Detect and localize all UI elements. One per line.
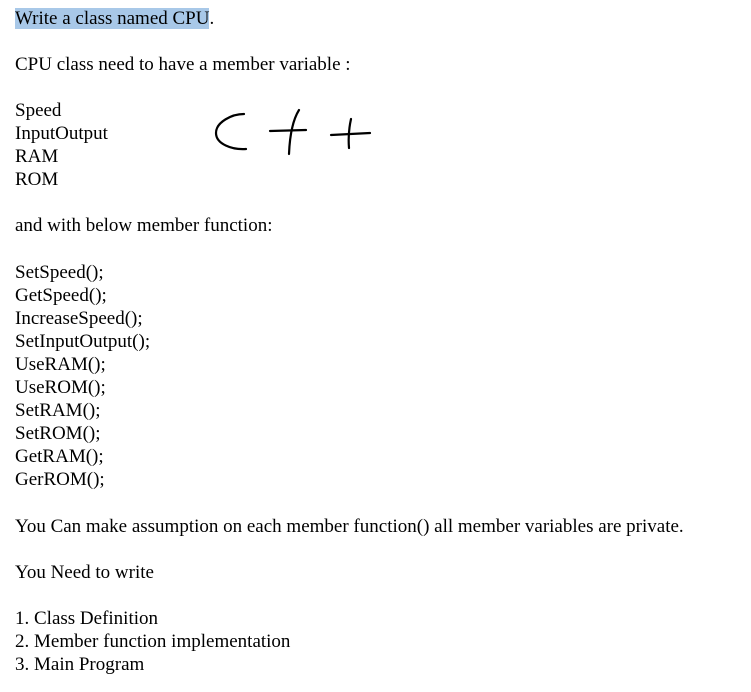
functions-intro-text: and with below member function: — [15, 215, 273, 236]
function-item: GetSpeed(); — [15, 285, 107, 306]
handwritten-cpp-note — [210, 100, 380, 160]
task-item: 1. Class Definition — [15, 608, 159, 629]
function-item: UseRAM(); — [15, 354, 106, 375]
variable-item: InputOutput — [15, 123, 108, 144]
need-intro-text: You Need to write — [15, 562, 154, 583]
assumption-text: You Can make assumption on each member function() all member variables are private. — [15, 516, 684, 537]
task-item: 2. Member function implementation — [15, 631, 291, 652]
heading-line — [15, 8, 214, 30]
function-item: GerROM(); — [15, 469, 105, 490]
function-item: GetRAM(); — [15, 446, 104, 467]
variable-item: ROM — [15, 169, 59, 190]
function-item: SetInputOutput(); — [15, 331, 151, 352]
variable-item: Speed — [15, 100, 62, 121]
function-item: UseROM(); — [15, 377, 106, 398]
task-item: 3. Main Program — [15, 654, 145, 675]
function-item: SetRAM(); — [15, 400, 101, 421]
function-item: IncreaseSpeed(); — [15, 308, 143, 329]
function-item: SetSpeed(); — [15, 262, 104, 283]
function-item: SetROM(); — [15, 423, 101, 444]
highlighted-heading: Write a class named CPU — [15, 8, 210, 29]
heading-period: . — [209, 8, 215, 29]
variable-item: RAM — [15, 146, 59, 167]
intro-text: CPU class need to have a member variable : — [15, 54, 351, 75]
